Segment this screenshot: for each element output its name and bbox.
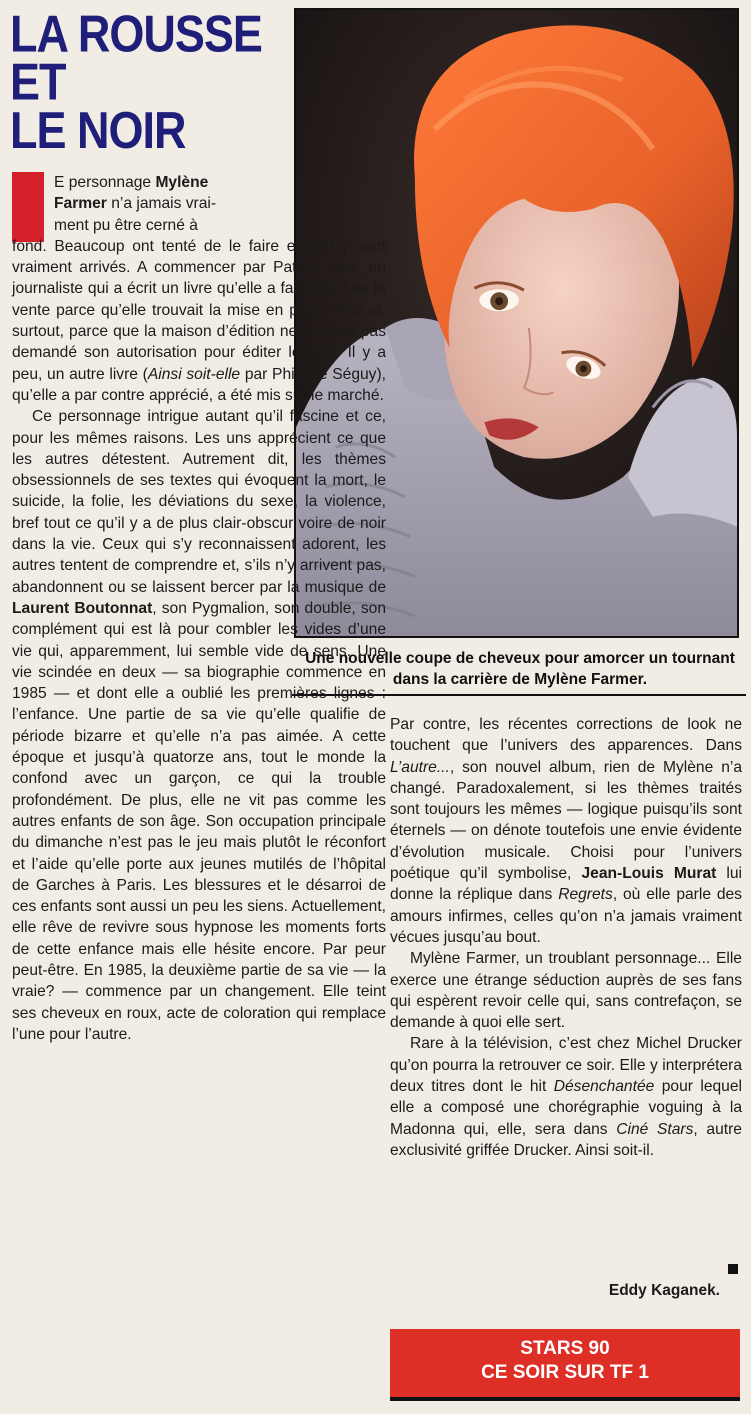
headline	[10, 4, 290, 160]
article-paragraph-3	[390, 714, 742, 948]
article-paragraph-4: Mylène Farmer, un troublant personnage... Elle exerce une étrange séduction auprès de ses fans qui espèrent revoir celle qui, sans contrefaçon, se demande à quoi elle sert.	[390, 950, 742, 1032]
article-column-left	[12, 172, 386, 1045]
article-paragraph-2	[12, 406, 386, 1045]
headline-line-2: ET	[10, 52, 66, 112]
article-column-right	[390, 714, 742, 1161]
paragraph-1-text-b: par Philippe Séguy), qu’elle a par contre apprécié, a été mis sur le marché.	[12, 365, 386, 404]
headline-line-3: LE NOIR	[10, 100, 186, 160]
paragraph-3-text-c: lui donne la réplique dans	[390, 865, 742, 904]
lead-text-1: E personnage	[54, 174, 156, 191]
paragraph-3-text-a: Par contre, les récentes corrections de look ne touchent que l’univers des apparences. Dans	[390, 716, 742, 755]
lead-name-1: Mylène	[155, 174, 209, 191]
tv-banner	[390, 1329, 740, 1401]
paragraph-3-text-d: , où elle parle des amours infirmes, celles qu’on n’a jamais vraiment vécues jusqu’au bout.	[390, 886, 742, 946]
paragraph-2-name: Laurent Boutonnat	[12, 599, 153, 617]
lead-name-2: Farmer	[54, 195, 107, 213]
lead-line-1	[12, 172, 386, 193]
paragraph-5-text-a: Rare à la télévision, c’est chez Michel Drucker qu’on pourra la retrouver ce soir. Elle y interprétera deux titres dont le hit	[390, 1035, 742, 1096]
paragraph-1-text-a: fond. Beaucoup ont tenté de le faire et peu y sont vraiment arrivés. A commencer par Patrick Milo, un journaliste qui a écrit un livre qu’elle a fait retirer de la vente parce qu’elle trouvait la mise en page nulle et, surtout, parce que la maison d’édition ne lui avait pas demandé son autorisation pour éditer le livre. Il y a peu, un autre livre (	[12, 237, 386, 383]
paragraph-2-text-a: Ce personnage intrigue autant qu’il fascine et ce, pour les mêmes raisons. Les uns apprécient ce que les autres détestent. Autrement dit, les thèmes obsessionnels de ses textes qui évoquent la mort, le suicide, la folie, les déviations du sexe, la violence, bref tout ce qu’il y a de plus clair-obscur voire de noir dans la vie. Ceux qui s’y reconnaissent adorent, les autres tentent de comprendre et, s’ils n’y arrivent pas, abandonnent ou se laissent bercer par la musique de	[12, 408, 386, 596]
paragraph-5-text-c: , autre exclusivité griffée Drucker. Ainsi soit-il.	[390, 1120, 742, 1159]
book-title: Ainsi soit-elle	[147, 365, 241, 383]
end-of-article-mark	[728, 1264, 738, 1274]
paragraph-5-text-b: pour lequel elle a composé une chorégraphie voguing à la Madonna qui, elle, sera dans	[390, 1078, 742, 1138]
banner-line-1: STARS 90	[520, 1338, 610, 1359]
author-byline: Eddy Kaganek.	[608, 1282, 720, 1299]
song-title-desenchantee: Désenchantée	[553, 1078, 655, 1096]
paragraph-3-text-b: , son nouvel album, rien de Mylène n’a changé. Paradoxalement, si les thèmes traités sont toujours les mêmes — logique puisqu’ils sont éternels — on dénote toutefois une envie évidente d’évolution musicale. Choisi pour l’univers poétique qu’il symbolise,	[390, 758, 742, 883]
lead-text-2: n’a jamais vrai-	[106, 195, 217, 213]
photo-caption: Une nouvelle coupe de cheveux pour amorcer un tournant dans la carrière de Mylène Farmer.	[305, 650, 735, 688]
paragraph-3-name: Jean-Louis Murat	[581, 865, 717, 883]
article-paragraph-5	[390, 1033, 742, 1161]
lead-line-3: ment pu être cerné à	[54, 216, 198, 234]
album-title: L’autre...	[390, 758, 450, 776]
lead-line-2	[12, 193, 386, 214]
banner-line-2: CE SOIR SUR TF 1	[481, 1362, 649, 1383]
headline-line-1: LA ROUSSE	[10, 4, 262, 63]
song-title-regrets: Regrets	[558, 886, 613, 904]
show-title: Ciné Stars	[616, 1120, 694, 1138]
paragraph-2-text-b: , son Pygmalion, son double, son complément qui est là pour combler les vides d’une vie qui, apparemment, lui semble vide de sens. Une vie scindée en deux — sa biographie commence en 1985 — et dont elle a oublié les premières lignes : l’enfance. Une partie de sa vie qu’elle qualifie de période bizarre et qu’elle n’a pas aimée. A cette époque et jusqu’à quatorze ans, tout le monde la confond avec un garçon, ce qui la trouble profondément. De plus, elle ne vit pas comme les autres enfants de son âge. Son occupation principale du dimanche n’est pas le jeu mais plutôt le réconfort et l’aide qu’elle porte aux jeunes mutilés de l’hôpital de Garches à Paris. Les blessures et le désarroi de ces enfants sont aussi un peu les siens. Actuellement, elle rêve de revivre sous hypnose les moments forts de cette enfance mais elle hésite encore. Par peur peut-être. En 1985, la deuxième partie de sa vie — la vraie? — commence par un changement. Elle teint ses cheveux en roux, acte de coloration qui remplace l’une pour l’autre.	[12, 599, 386, 1043]
article-paragraph-1	[12, 172, 386, 406]
